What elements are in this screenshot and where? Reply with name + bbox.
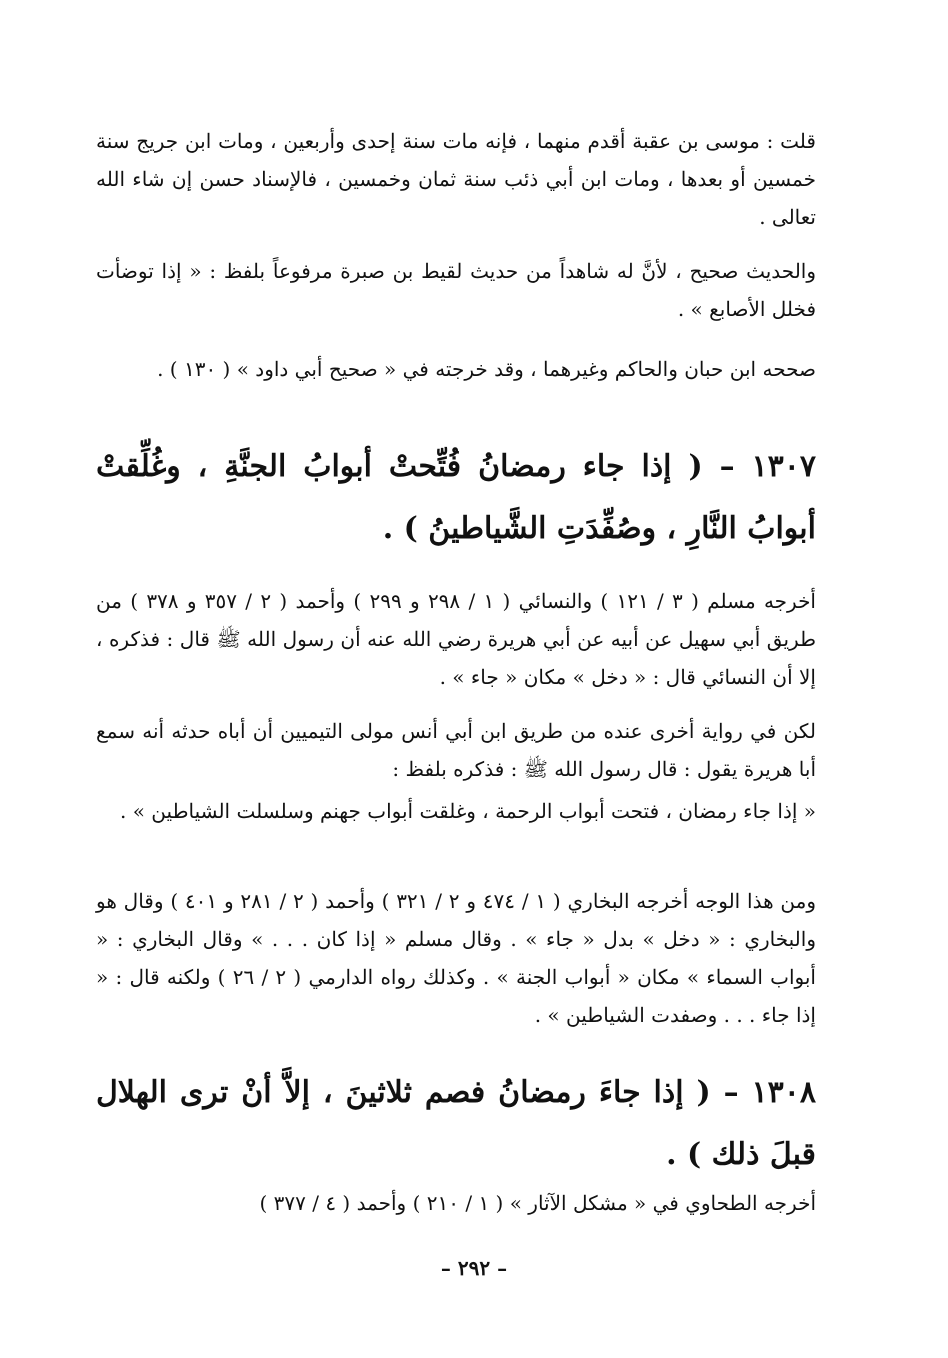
paragraph-narration-text: « إذا جاء رمضان ، فتحت أبواب الرحمة ، وغلقت أبواب جهنم وسلسلت الشياطين » .	[120, 799, 816, 823]
hadith-heading-1308: ١٣٠٨ – ( إذا جاءَ رمضانُ فصم ثلاثينَ ، إلاَّ أنْ ترى الهلال قبلَ ذلك ) .	[96, 1075, 816, 1172]
hadith-heading-1307: ١٣٠٧ – ( إذا جاء رمضانُ فُتِّحتْ أبوابُ الجنَّةِ ، وغُلِّقتْ أبوابُ النَّارِ ، وصُفِّدَتِ الشَّياطينُ ) .	[96, 449, 816, 546]
paragraph-authentication: صححه ابن حبان والحاكم وغيرهما ، وقد خرجته في « صحيح أبي داود » ( ١٣٠ ) .	[157, 357, 816, 381]
paragraph-commentary-isnad: قلت : موسى بن عقبة أقدم منهما ، فإنه مات سنة إحدى وأربعين ، ومات ابن جريج سنة خمسين أو بعدها ، ومات ابن أبي ذئب سنة ثمان وخمسين ، فالإسناد حسن إن شاء الله تعالى .	[96, 129, 816, 229]
page-number: – ٢٩٢ –	[440, 1256, 508, 1280]
paragraph-takhrij-1307: أخرجه مسلم ( ٣ / ١٢١ ) والنسائي ( ١ / ٢٩٨ و ٢٩٩ ) وأحمد ( ٢ / ٣٥٧ و ٣٧٨ ) من طريق أبي سهيل عن أبيه عن أبي هريرة رضي الله عنه أن رسول الله ﷺ قال : فذكره ، إلا أن النسائي قال : « دخل » مكان « جاء » .	[96, 589, 816, 689]
paragraph-other-narration: لكن في رواية أخرى عنده من طريق ابن أبي أنس مولى التيميين أن أباه حدثه أنه سمع أبا هريرة يقول : قال رسول الله ﷺ : فذكره بلفظ :	[96, 719, 816, 781]
paragraph-takhrij-1308: أخرجه الطحاوي في « مشكل الآثار » ( ١ / ٢١٠ ) وأحمد ( ٤ / ٣٧٧ )	[259, 1191, 816, 1215]
paragraph-witness-hadith: والحديث صحيح ، لأنَّ له شاهداً من حديث لقيط بن صبرة مرفوعاً بلفظ : « إذا توضأت فخلل الأصابع » .	[96, 259, 816, 321]
paragraph-bukhari-variant: ومن هذا الوجه أخرجه البخاري ( ١ / ٤٧٤ و ٢ / ٣٢١ ) وأحمد ( ٢ / ٢٨١ و ٤٠١ ) وقال هو والبخاري : « دخل » بدل « جاء » . وقال مسلم « إذا كان . . . » وقال البخاري : « أبواب السماء » مكان « أبواب الجنة » . وكذلك رواه الدارمي ( ٢ / ٢٦ ) ولكنه قال : « إذا جاء . . . وصفدت الشياطين » .	[96, 889, 817, 1027]
